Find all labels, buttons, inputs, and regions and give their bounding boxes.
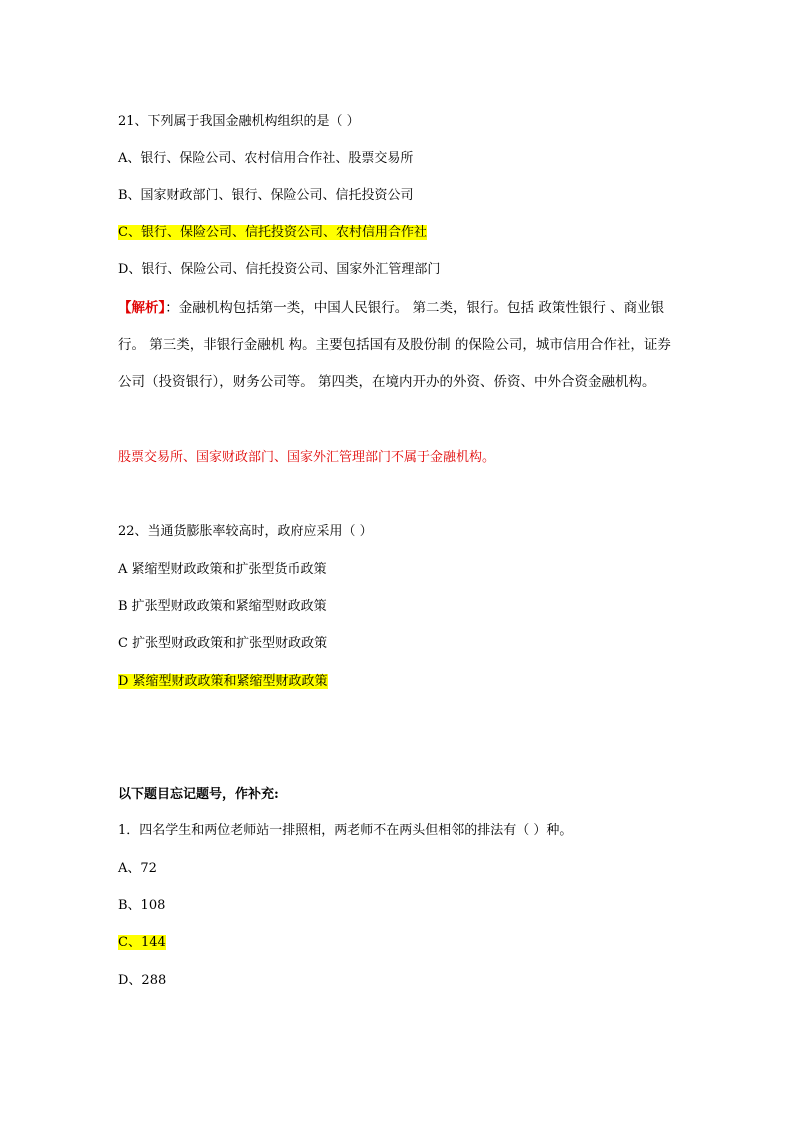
q21-analysis — [118, 290, 678, 401]
analysis-text: ：金融机构包括第一类，中国人民银行。 第二类，银行。包括 政策性银行 、商业银行。 第三类，非银行金融机 构。主要包括国有及股份制 的保险公司，城市信用合作社，证券公司（投资银行），财务公司等。 第四类，在境内开办的外资、侨资、中外合资金融机构。 — [118, 300, 671, 390]
highlighted-answer: D 紧缩型财政政策和紧缩型财政政策 — [118, 674, 328, 689]
q21-option-a: A、银行、保险公司、农村信用合作社、股票交易所 — [118, 151, 414, 166]
s1-option-c-answer — [118, 934, 166, 952]
highlighted-answer: C、144 — [118, 935, 166, 950]
q21-note: 股票交易所、国家财政部门、国家外汇管理部门不属于金融机构。 — [118, 450, 496, 465]
highlighted-answer: C、银行、保险公司、信托投资公司、农村信用合作社 — [118, 225, 427, 240]
question-21: 21、下列属于我国金融机构组织的是（ ） — [118, 114, 360, 129]
supplement-question-1: 1．四名学生和两位老师站一排照相，两老师不在两头但相邻的排法有（ ）种。 — [118, 823, 573, 838]
q22-option-b: B 扩张型财政政策和紧缩型财政政策 — [118, 599, 327, 614]
supplement-heading: 以下题目忘记题号，作补充: — [118, 787, 279, 802]
q21-option-c-answer — [118, 224, 427, 242]
q21-option-b: B、国家财政部门、银行、保险公司、信托投资公司 — [118, 188, 414, 203]
q22-option-a: A 紧缩型财政政策和扩张型货币政策 — [118, 562, 327, 577]
analysis-label: 【解析】 — [118, 300, 166, 316]
s1-option-a: A、72 — [118, 861, 157, 876]
q22-option-d-answer — [118, 673, 328, 691]
q21-option-d: D、银行、保险公司、信托投资公司、国家外汇管理部门 — [118, 262, 441, 277]
q22-option-c: C 扩张型财政政策和扩张型财政政策 — [118, 636, 328, 651]
question-22: 22、当通货膨胀率较高时，政府应采用（ ） — [118, 524, 373, 539]
s1-option-b: B、108 — [118, 898, 166, 913]
s1-option-d: D、288 — [118, 973, 167, 988]
